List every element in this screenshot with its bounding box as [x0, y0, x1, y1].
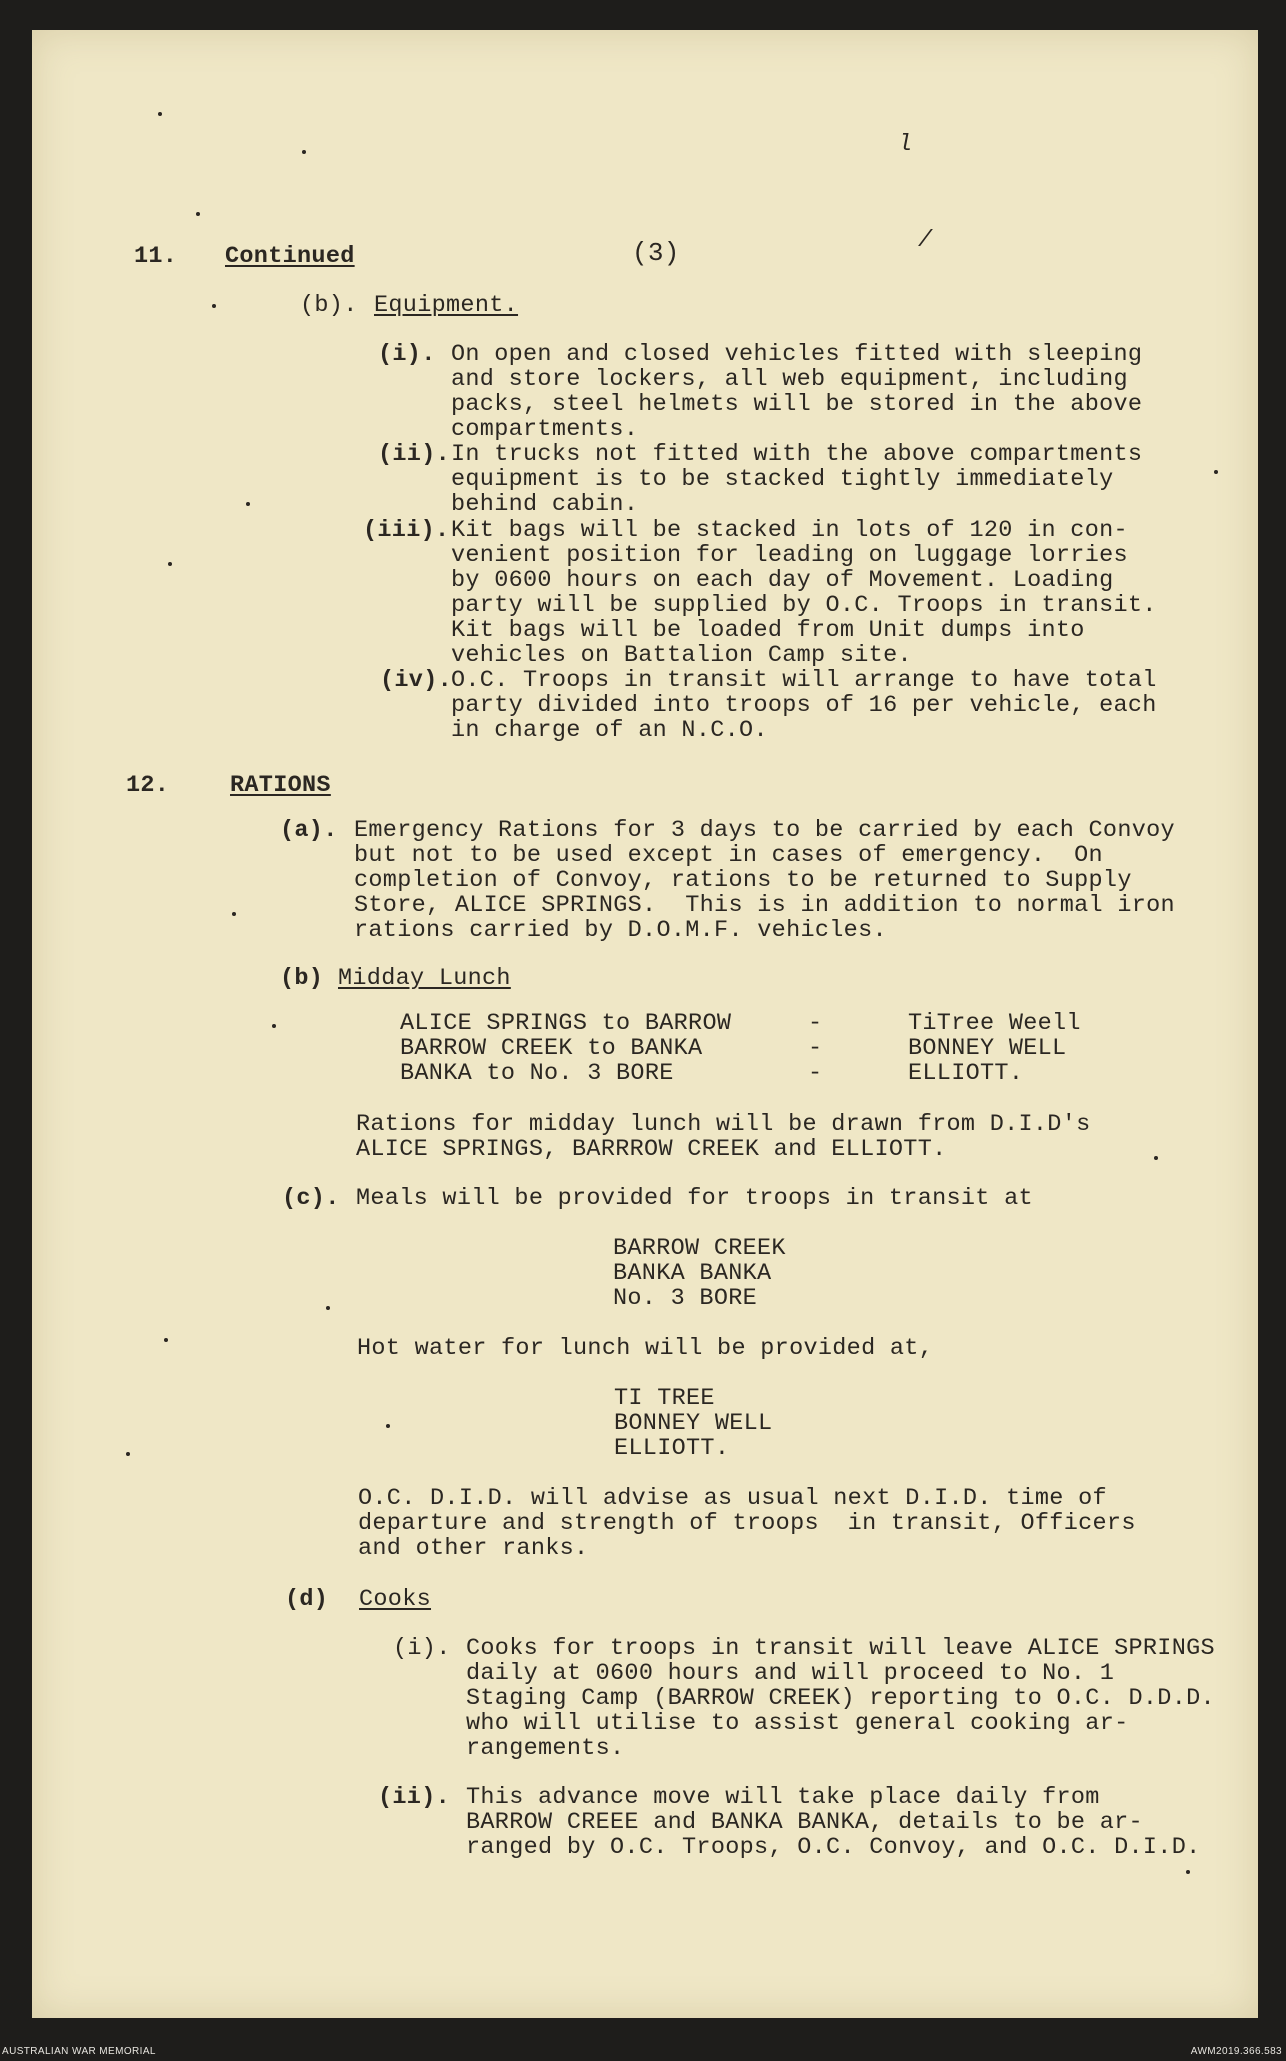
subsection-b-label: (b). — [300, 292, 358, 319]
ink-speck — [386, 1424, 390, 1428]
paragraph-line: departure and strength of troops in transit, Officers — [358, 1510, 1136, 1537]
lunch-stop: TiTree Weell — [908, 1010, 1081, 1037]
ink-speck — [232, 912, 236, 916]
ink-speck — [158, 112, 162, 116]
item-line: rangements. — [466, 1735, 625, 1762]
ink-speck — [1186, 1870, 1190, 1874]
ink-speck — [212, 304, 216, 308]
paragraph-line: Emergency Rations for 3 days to be carried by each Convoy — [354, 817, 1175, 844]
footer-left: AUSTRALIAN WAR MEMORIAL — [2, 2046, 156, 2057]
paragraph-line: ALICE SPRINGS, BARRROW CREEK and ELLIOTT. — [356, 1136, 947, 1163]
footer-right: AWM2019.366.583 — [1190, 2046, 1282, 2057]
paragraph-line: Rations for midday lunch will be drawn from D.I.D's — [356, 1111, 1091, 1138]
ink-speck — [1214, 470, 1218, 474]
subsection-b-title: Midday Lunch — [338, 965, 511, 992]
ink-speck — [196, 212, 200, 216]
item-line: This advance move will take place daily from — [466, 1784, 1100, 1811]
item-line: and store lockers, all web equipment, including — [451, 366, 1128, 393]
lunch-route: ALICE SPRINGS to BARROW — [400, 1010, 732, 1037]
subsection-d-label: (d) — [285, 1586, 329, 1613]
item-label: (ii). — [378, 441, 451, 468]
paragraph-line: and other ranks. — [358, 1535, 589, 1562]
lunch-dash: - — [808, 1010, 823, 1037]
item-line: behind cabin. — [451, 491, 639, 518]
subsection-b-title: Equipment. — [374, 292, 519, 319]
item-line: by 0600 hours on each day of Movement. Loading — [451, 567, 1114, 594]
item-line: BARROW CREEE and BANKA BANKA, details to be ar- — [466, 1809, 1143, 1836]
paragraph-line: Hot water for lunch will be provided at, — [357, 1335, 934, 1362]
item-line: Kit bags will be stacked in lots of 120 in con- — [451, 517, 1128, 544]
item-line: Cooks for troops in transit will leave ALICE SPRINGS — [466, 1635, 1215, 1662]
item-label: (i). — [393, 1635, 451, 1662]
item-line: party divided into troops of 16 per vehicle, each — [451, 692, 1157, 719]
item-line: On open and closed vehicles fitted with sleeping — [451, 341, 1143, 368]
item-line: party will be supplied by O.C. Troops in transit. — [451, 592, 1157, 619]
item-line: who will utilise to assist general cooking ar- — [466, 1710, 1129, 1737]
handwritten-mark: l — [898, 131, 913, 158]
lunch-stop: ELLIOTT. — [908, 1060, 1024, 1087]
lunch-dash: - — [808, 1060, 823, 1087]
lunch-route: BARROW CREEK to BANKA — [400, 1035, 703, 1062]
item-line: daily at 0600 hours and will proceed to No. 1 — [466, 1660, 1115, 1687]
paragraph-line: rations carried by D.O.M.F. vehicles. — [354, 917, 887, 944]
item-line: In trucks not fitted with the above compartments — [451, 441, 1143, 468]
item-line: Staging Camp (BARROW CREEK) reporting to O.C. D.D.D. — [466, 1685, 1215, 1712]
item-line: compartments. — [451, 416, 639, 443]
item-label: (i). — [378, 341, 436, 368]
ink-speck — [302, 150, 306, 154]
section-11-title: Continued — [225, 243, 355, 270]
paragraph-line: completion of Convoy, rations to be returned to Supply — [354, 867, 1132, 894]
paragraph-line: O.C. D.I.D. will advise as usual next D.I.D. time of — [358, 1485, 1107, 1512]
water-place: BONNEY WELL — [614, 1410, 773, 1437]
meal-place: BARROW CREEK — [613, 1235, 786, 1262]
item-label: (iii). — [363, 517, 450, 544]
water-place: TI TREE — [614, 1385, 715, 1412]
handwritten-mark: / — [918, 227, 933, 254]
section-11-number: 11. — [134, 243, 178, 270]
item-line: O.C. Troops in transit will arrange to have total — [451, 667, 1157, 694]
meal-place: BANKA BANKA — [613, 1260, 772, 1287]
ink-speck — [246, 502, 250, 506]
item-line: in charge of an N.C.O. — [451, 717, 768, 744]
subsection-c-label: (c). — [282, 1185, 340, 1212]
ink-speck — [168, 562, 172, 566]
meal-place: No. 3 BORE — [613, 1285, 758, 1312]
item-line: packs, steel helmets will be stored in the above — [451, 391, 1143, 418]
item-line: venient position for leading on luggage lorries — [451, 542, 1128, 569]
section-12-title: RATIONS — [230, 772, 331, 799]
item-label: (ii). — [378, 1784, 451, 1811]
water-place: ELLIOTT. — [614, 1435, 730, 1462]
ink-speck — [272, 1024, 276, 1028]
paragraph-line: Store, ALICE SPRINGS. This is in addition to normal iron — [354, 892, 1175, 919]
item-label: (iv). — [380, 667, 453, 694]
subsection-b-label: (b) — [280, 965, 324, 992]
paragraph-line: Meals will be provided for troops in transit at — [356, 1185, 1033, 1212]
lunch-dash: - — [808, 1035, 823, 1062]
section-12-number: 12. — [126, 772, 170, 799]
item-line: vehicles on Battalion Camp site. — [451, 642, 912, 669]
item-line: equipment is to be stacked tightly immediately — [451, 466, 1114, 493]
ink-speck — [326, 1306, 330, 1310]
ink-speck — [164, 1338, 168, 1342]
page-number: (3) — [632, 238, 680, 268]
item-line: ranged by O.C. Troops, O.C. Convoy, and O.C. D.I.D. — [466, 1834, 1201, 1861]
lunch-route: BANKA to No. 3 BORE — [400, 1060, 674, 1087]
subsection-a-label: (a). — [280, 817, 338, 844]
paragraph-line: but not to be used except in cases of emergency. On — [354, 842, 1103, 869]
subsection-d-title: Cooks — [359, 1586, 432, 1613]
ink-speck — [1154, 1156, 1158, 1160]
ink-speck — [126, 1452, 130, 1456]
lunch-stop: BONNEY WELL — [908, 1035, 1067, 1062]
item-line: Kit bags will be loaded from Unit dumps into — [451, 617, 1085, 644]
